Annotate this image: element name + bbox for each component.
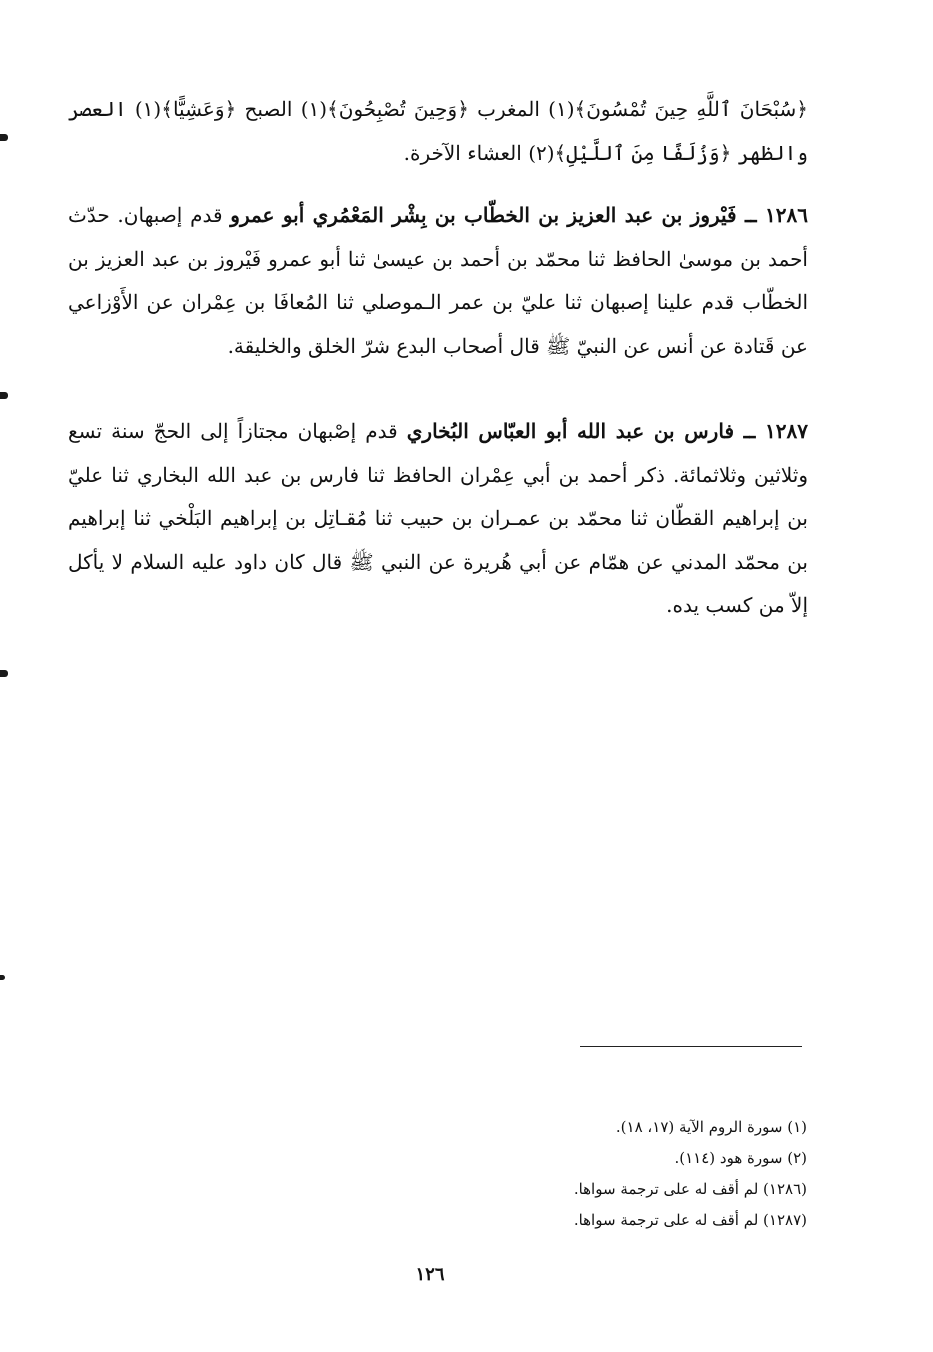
- scan-edge-mark: [0, 670, 8, 677]
- entry-1286: [68, 194, 808, 368]
- scan-edge-mark: [0, 975, 5, 980]
- footnotes: [470, 1112, 807, 1236]
- entry-paragraph: [68, 194, 808, 368]
- entry-1287: [68, 410, 808, 628]
- entry-text: قدم إصبهان. حدّث أحمد بن موسىٰ الحافظ ثنا محمّد بن أحمد بن عيسىٰ ثنا أبو عمرو فَيْروز بن عبد العزيز بن الخطّاب قدم علينا إصبهان ثنا عليّ بن عمر الـموصلي ثنا المُعافَا بن عِمْران عن الأَوْزاعي عن قَتادة عن أنس عن النبيّ ﷺ قال أصحاب البدع شرّ الخلق والخليقة.: [68, 203, 808, 358]
- page-number: ١٢٦: [415, 1264, 445, 1285]
- footnote-1287: (١٢٨٧) لم أقف له على ترجمة سواها.: [573, 1211, 807, 1229]
- footnote-separator: [580, 1046, 802, 1047]
- entry-paragraph: [68, 410, 808, 628]
- footnote-1: (١) سورة الروم الآية (١٧، ١٨).: [615, 1118, 807, 1136]
- entry-heading: ١٢٨٦ ــ فَيْروز بن عبد العزيز بن الخطّاب بن بِشْر المَعْمُري أبو عمرو: [230, 203, 808, 227]
- footnote-2: (٢) سورة هود (١١٤).: [674, 1149, 807, 1167]
- scan-edge-mark: [0, 392, 8, 399]
- paragraph-quran-verses: [68, 88, 808, 175]
- scan-edge-mark: [0, 134, 8, 141]
- entry-text: قدم إصْبهان مجتازاً إلى الحجّ سنة تسع وثلاثين وثلاثمائة. ذكر أحمد بن أبي عِمْران الحافظ ثنا فارس بن عبد الله البخاري ثنا عليّ بن إبراهيم القطّان ثنا محمّد بن عمـران بن حبيب ثنا مُقـاتِل بن إبراهيم البَلْخي ثنا إبراهيم بن محمّد المدني عن همّام عن أبي هُريرة عن النبي ﷺ قال كان داود عليه السلام لا يأكل إلاّ من كسب يده.: [68, 419, 808, 617]
- footnote-1286: (١٢٨٦) لم أقف له على ترجمة سواها.: [573, 1180, 807, 1198]
- entry-heading: ١٢٨٧ ــ فارس بن عبد الله أبو العبّاس البُخاري: [406, 419, 809, 443]
- paragraph-text: ﴿سُبْحَانَ ٱللَّهِ حِينَ تُمْسُونَ﴾(١) المغرب ﴿وَحِينَ تُصْبِحُونَ﴾(١) الصبح ﴿وَعَشِيًّا﴾(١) العصر والظهر ﴿وَزُلَفًا مِنَ ٱللَّيْلِ﴾(٢) العشاء الآخرة.: [68, 97, 808, 165]
